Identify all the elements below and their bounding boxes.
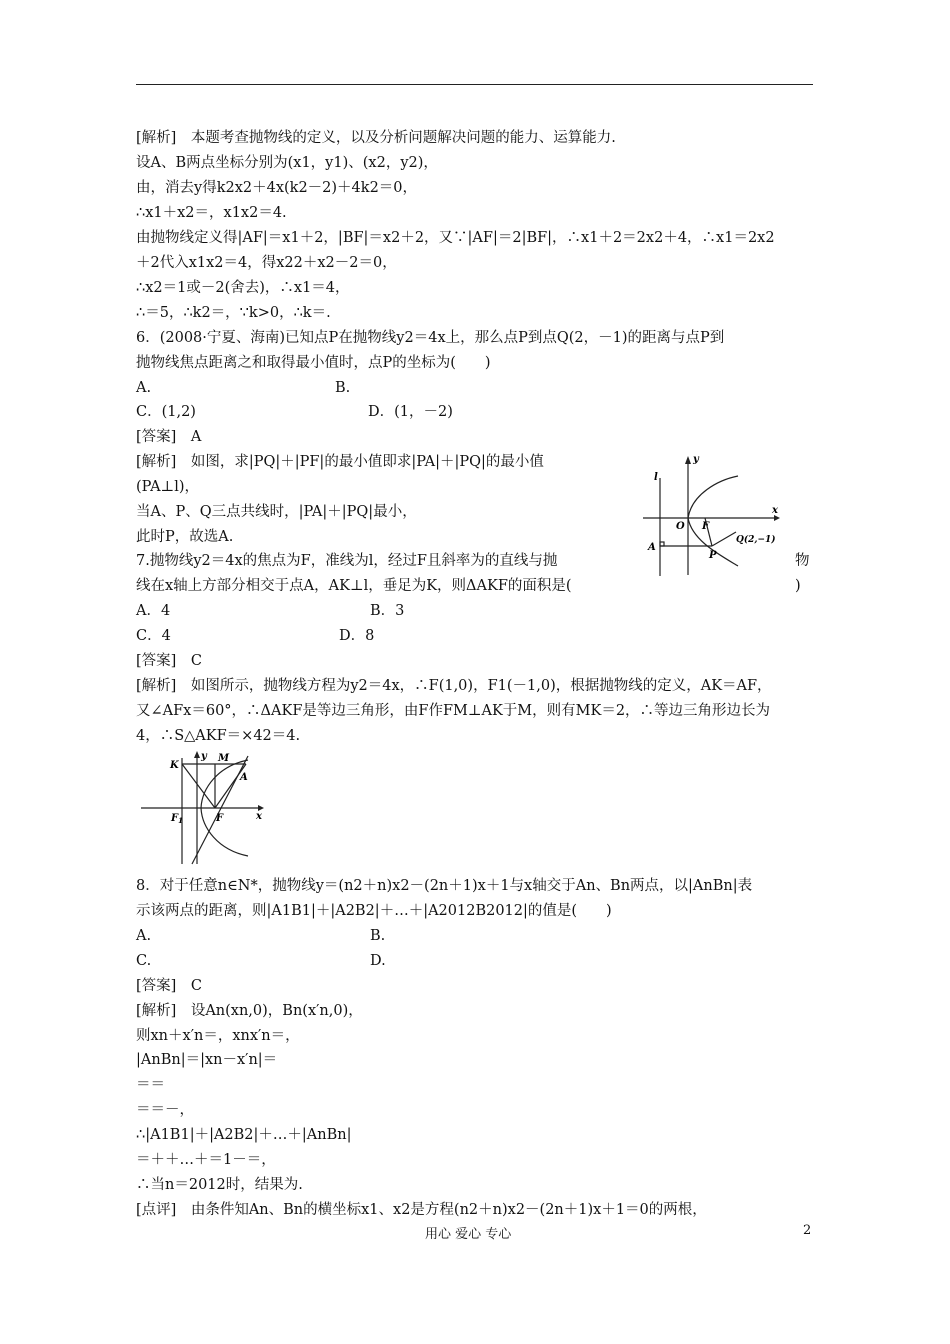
analysis-line: 则xn＋x′n＝，xnx′n＝， [136,1028,300,1044]
text-line: ∴＝5，∴k2＝，∵k>0，∴k＝. [136,305,331,321]
footer-slogan: 用心 爱心 专心 [425,1227,512,1242]
l-label: l [654,472,658,483]
point-q-label: Q(2,−1) [736,535,776,545]
analysis-line: ∴当n＝2012时，结果为. [136,1177,303,1193]
y-label: y [201,751,207,762]
segment-fa [215,764,246,808]
origin-label: O [676,521,685,532]
y-axis-arrow-icon [194,751,200,758]
text-line: 由，消去y得k2x2＋4x(k2－2)＋4k2＝0， [136,180,418,196]
analysis-line: ＝＋＋…＋＝1－＝， [136,1152,276,1168]
parabola-figure-2 [138,748,270,866]
question-8-line: 示该两点的距离，则|A1B1|＋|A2B2|＋…＋|A2012B2012|的值是( ) [136,903,612,919]
answer-line: [答案] A [136,429,202,445]
right-angle-mark [660,542,664,546]
choice-d: D．(1，－2) [368,404,453,420]
point-a-label: A [648,542,656,553]
point-p-label: P [709,550,717,561]
choice-d: D. [370,953,386,969]
y-label: y [693,454,699,465]
text-line: [解析] 本题考查抛物线的定义，以及分析问题解决问题的能力、运算能力. [136,130,616,146]
text-line: ＋2代入x1x2＝4，得x22＋x2－2＝0， [136,255,397,271]
analysis-line: 此时P，故选A. [136,529,234,545]
parabola-figure-1 [638,450,788,580]
choice-a: A．4 [136,603,171,619]
analysis-line: [解析] 如图，求|PQ|＋|PF|的最小值即求|PA|＋|PQ|的最小值 [136,454,544,470]
analysis-line: 又∠AFx＝60°，∴ΔAKF是等边三角形，由F作FM⊥AK于M，则有MK＝2，∴等边三角形边长为 [136,703,771,719]
question-6-line: 抛物线焦点距离之和取得最小值时，点P的坐标为( ) [136,355,491,371]
focus-label: F [216,813,224,824]
choice-c: C．4 [136,628,171,644]
question-7-line-end: ) [795,578,801,594]
question-7-line: 线在x轴上方部分相交于点A，AK⊥l，垂足为K，则ΔAKF的面积是( [136,578,572,594]
x-label: x [772,505,778,516]
segment-pq [712,532,736,546]
question-8-line: 8．对于任意n∈N*，抛物线y＝(n2＋n)x2－(2n＋1)x＋1与x轴交于An、Bn两点，以|AnBn|表 [136,878,753,894]
x-label: x [256,811,262,822]
choice-a: A. [136,380,152,396]
choice-a: A. [136,928,152,944]
text-line: ∴x2＝1或－2(舍去)，∴x1＝4， [136,280,350,296]
choice-b: B．3 [370,603,405,619]
analysis-line: |AnBn|＝|xn－x′n|＝ [136,1052,278,1068]
comment-line: [点评] 由条件知An、Bn的横坐标x1、x2是方程(n2＋n)x2－(2n＋1)x＋1＝0的两根， [136,1202,707,1218]
choice-c: C．(1,2) [136,404,196,420]
analysis-line: (PA⊥l)， [136,479,199,495]
text-line: 设A、B两点坐标分别为(x1，y1)、(x2，y2)， [136,155,438,171]
text-line: ∴x1＋x2＝，x1x2＝4. [136,205,287,221]
analysis-line: 4，∴S△AKF＝×42＝4. [136,728,301,744]
question-7-line: 7.抛物线y2＝4x的焦点为F，准线为l，经过F且斜率为的直线与抛 [136,553,558,569]
page-number: 2 [803,1223,812,1238]
analysis-line: ＝＝ [136,1077,165,1093]
choice-b: B. [370,928,386,944]
choice-c: C. [136,953,152,969]
analysis-line: 当A、P、Q三点共线时，|PA|＋|PQ|最小， [136,504,417,520]
question-6-line: 6．(2008·宁夏、海南)已知点P在抛物线y2＝4x上，那么点P到点Q(2，－1)的距离与点P到 [136,330,725,346]
header-rule [136,84,813,85]
analysis-line: [解析] 设An(xn,0)，Bn(x′n,0)， [136,1003,363,1019]
segment-kf [182,764,215,808]
analysis-line: ∴|A1B1|＋|A2B2|＋…＋|AnBn| [136,1127,352,1143]
choice-b: B. [335,380,351,396]
point-f1-label: $F_1$ [171,813,183,825]
point-a-label: A [240,772,248,783]
point-m-label: M [218,753,230,764]
text-line: 由抛物线定义得|AF|＝x1＋2，|BF|＝x2＋2，又∵|AF|＝2|BF|，∴x1＋2＝2x2＋4，∴x1＝2x2 [136,230,775,246]
y-axis-arrow-icon [685,456,691,464]
point-k-label: K [170,760,179,771]
focus-label: F [702,521,710,532]
analysis-line: [解析] 如图所示，抛物线方程为y2＝4x，∴F(1,0)，F1(－1,0)，根据抛物线的定义，AK＝AF， [136,678,772,694]
choice-d: D．8 [339,628,375,644]
question-7-line-end: 物 [795,553,810,569]
answer-line: [答案] C [136,978,202,994]
analysis-line: ＝＝－， [136,1102,194,1118]
answer-line: [答案] C [136,653,202,669]
